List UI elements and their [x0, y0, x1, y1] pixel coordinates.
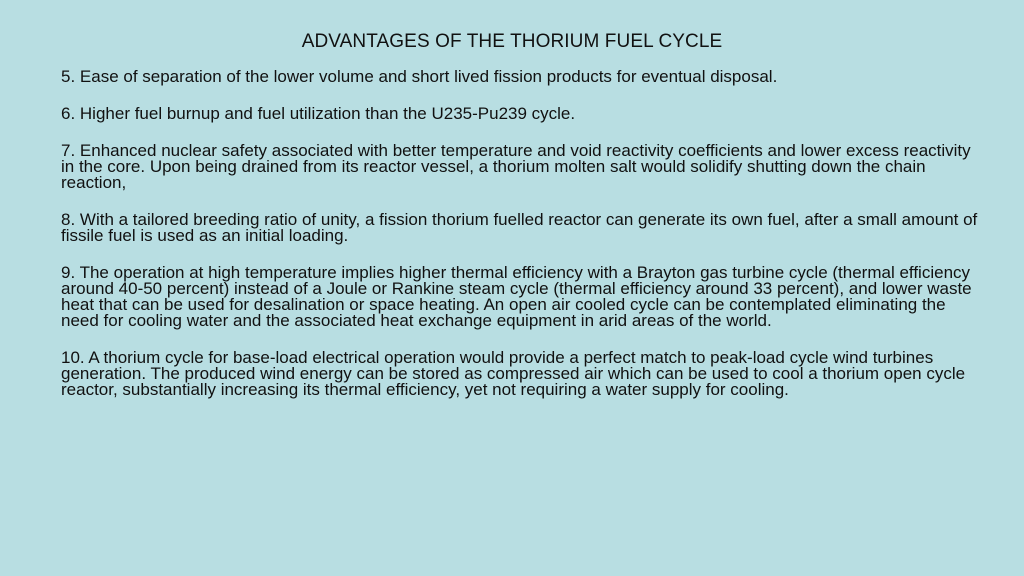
advantage-item-5: 5. Ease of separation of the lower volume and short lived fission products for eventual disposal. [61, 67, 778, 86]
advantages-list [61, 69, 981, 398]
advantage-item-9: 9. The operation at high temperature implies higher thermal efficiency with a Brayton gas turbine cycle (thermal efficiency around 40-50 percent) instead of a Joule or Rankine steam cycle (thermal efficiency around 33 percent), and lower waste heat that can be used for desalination or space heating. An open air cooled cycle can be contemplated eliminating the need for cooling water and the associated heat exchange equipment in arid areas of the world. [61, 263, 972, 330]
advantage-item-6: 6. Higher fuel burnup and fuel utilization than the U235-Pu239 cycle. [61, 104, 576, 123]
advantage-item-10: 10. A thorium cycle for base-load electrical operation would provide a perfect match to peak-load cycle wind turbines generation. The produced wind energy can be stored as compressed air which can be used to cool a thorium open cycle reactor, substantially increasing its thermal efficiency, yet not requiring a water supply for cooling. [61, 348, 966, 399]
slide-title: ADVANTAGES OF THE THORIUM FUEL CYCLE [301, 31, 723, 52]
advantage-item-8: 8. With a tailored breeding ratio of unity, a fission thorium fuelled reactor can generate its own fuel, after a small amount of fissile fuel is used as an initial loading. [61, 210, 978, 245]
advantage-item-7: 7. Enhanced nuclear safety associated with better temperature and void reactivity coefficients and lower excess reactivity in the core. Upon being drained from its reactor vessel, a thorium molten salt would solidify shutting down the chain reaction, [61, 141, 971, 192]
